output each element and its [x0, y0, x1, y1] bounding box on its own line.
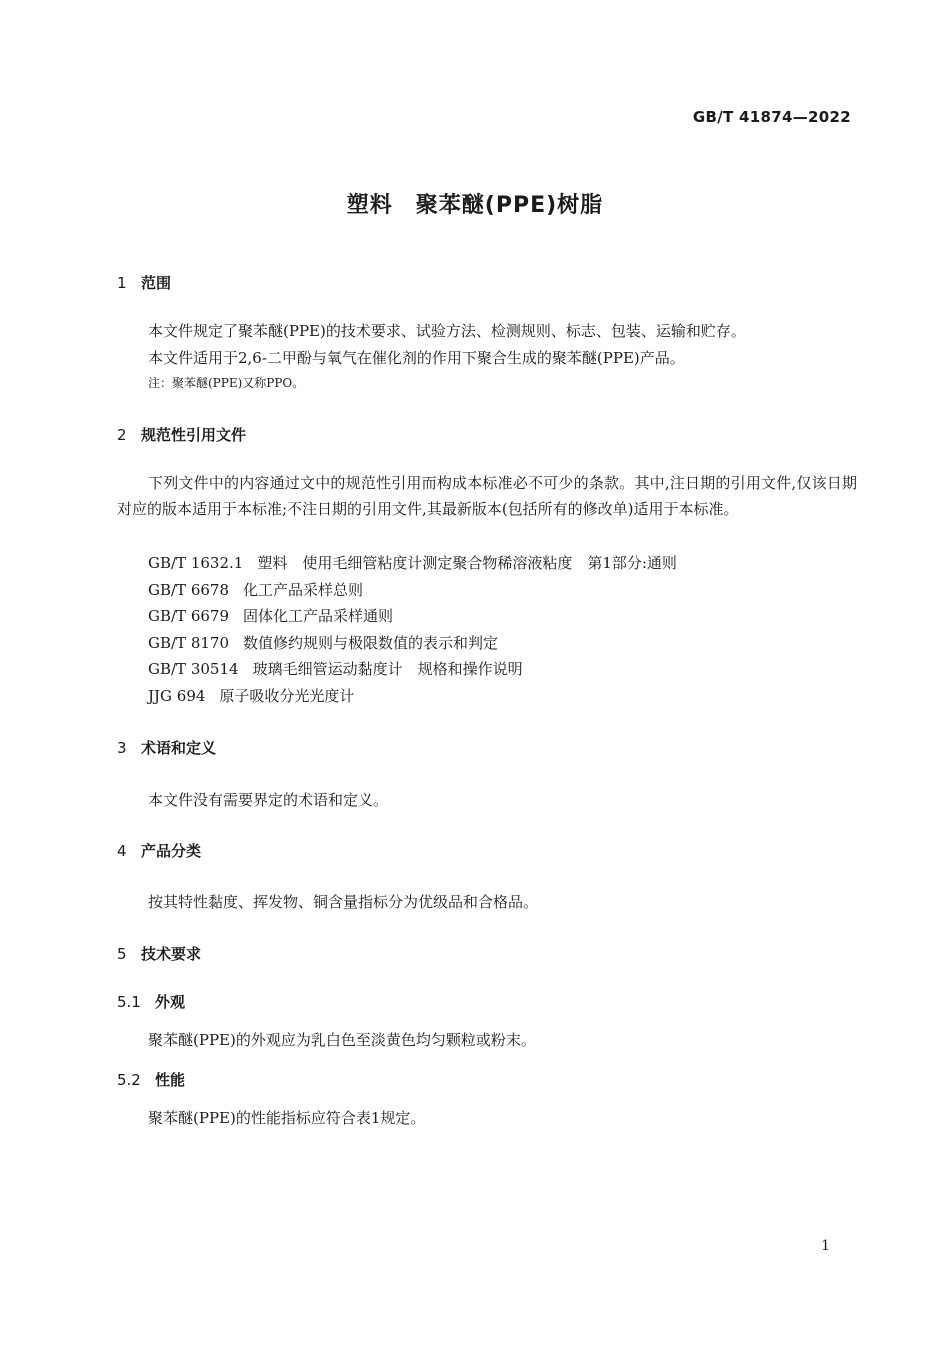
- section-title: 范围: [141, 274, 172, 292]
- section-number: 2: [117, 426, 127, 444]
- section-number: 3: [117, 739, 127, 757]
- section-5-heading: [117, 943, 201, 964]
- reference-code: GB/T 8170: [148, 634, 230, 652]
- reference-item: [148, 658, 848, 679]
- subsection-title: 外观: [155, 993, 186, 1011]
- subsection-number: 5.1: [117, 993, 141, 1011]
- section-3-heading: [117, 737, 216, 758]
- section-title: 产品分类: [141, 842, 202, 860]
- subsection-5-2-heading: [117, 1069, 185, 1090]
- reference-code: JJG 694: [148, 687, 206, 705]
- reference-title: 塑料 使用毛细管粘度计测定聚合物稀溶液粘度 第1部分:通则: [257, 554, 677, 572]
- reference-code: GB/T 6679: [148, 607, 230, 625]
- paragraph: 按其特性黏度、挥发物、铜含量指标分为优级品和合格品。: [148, 893, 539, 911]
- section-4-heading: [117, 840, 201, 861]
- paragraph: 聚苯醚(PPE)的性能指标应符合表1规定。: [148, 1109, 426, 1127]
- reference-code: GB/T 6678: [148, 581, 230, 599]
- note: 注：聚苯醚(PPE)又称PPO。: [148, 376, 305, 390]
- reference-item: [148, 685, 848, 706]
- paragraph: 本文件没有需要界定的术语和定义。: [148, 791, 389, 809]
- reference-item: [148, 605, 848, 626]
- reference-item: [148, 632, 848, 653]
- reference-code: GB/T 1632.1: [148, 554, 244, 572]
- reference-item: [148, 579, 848, 600]
- subsection-title: 性能: [155, 1071, 186, 1089]
- section-title: 术语和定义: [141, 739, 217, 757]
- section-number: 1: [117, 274, 127, 292]
- reference-title: 化工产品采样总则: [243, 581, 364, 599]
- paragraph: 本文件适用于2,6-二甲酚与氧气在催化剂的作用下聚合生成的聚苯醚(PPE)产品。: [148, 349, 685, 367]
- section-number: 4: [117, 842, 127, 860]
- subsection-number: 5.2: [117, 1071, 141, 1089]
- section-2-heading: [117, 424, 246, 445]
- reference-title: 原子吸收分光光度计: [219, 687, 355, 705]
- document-title: 塑料 聚苯醚(PPE)树脂: [346, 193, 604, 218]
- standard-code: GB/T 41874—2022: [692, 108, 851, 126]
- reference-title: 数值修约规则与极限数值的表示和判定: [243, 634, 499, 652]
- reference-title: 固体化工产品采样通则: [243, 607, 394, 625]
- subsection-5-1-heading: [117, 991, 185, 1012]
- section-1-heading: [117, 272, 171, 293]
- reference-item: [148, 552, 848, 573]
- reference-code: GB/T 30514: [148, 660, 239, 678]
- paragraph: 聚苯醚(PPE)的外观应为乳白色至淡黄色均匀颗粒或粉末。: [148, 1031, 536, 1049]
- section-title: 规范性引用文件: [141, 426, 247, 444]
- reference-title: 玻璃毛细管运动黏度计 规格和操作说明: [252, 660, 523, 678]
- section-number: 5: [117, 945, 127, 963]
- paragraph: 下列文件中的内容通过文中的规范性引用而构成本标准必不可少的条款。其中,注日期的引用文件,仅该日期对应的版本适用于本标准;不注日期的引用文件,其最新版本(包括所有的修改单)适用于本标准。: [117, 474, 857, 518]
- section-title: 技术要求: [141, 945, 202, 963]
- page-number: 1: [821, 1238, 830, 1254]
- paragraph: 本文件规定了聚苯醚(PPE)的技术要求、试验方法、检测规则、标志、包装、运输和贮存。: [148, 322, 746, 340]
